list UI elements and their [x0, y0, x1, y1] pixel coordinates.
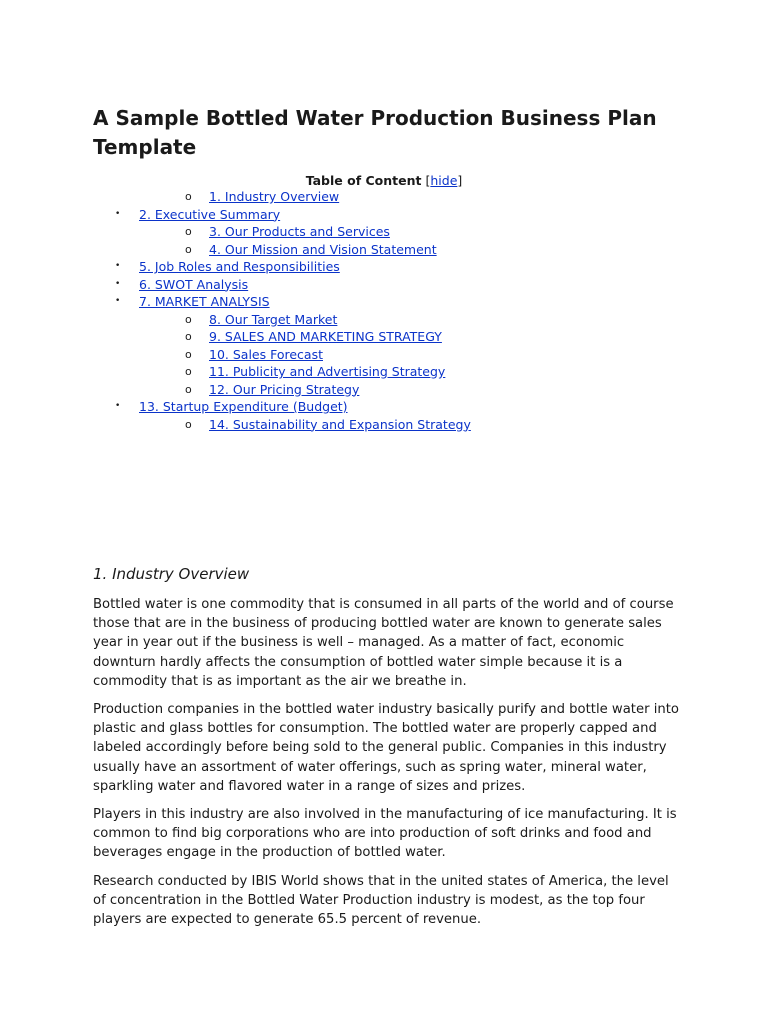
- toc-link-industry-overview[interactable]: 1. Industry Overview: [209, 189, 340, 204]
- section-body: [93, 595, 679, 938]
- toc-bracket-open: [: [425, 173, 431, 188]
- paragraph: Production companies in the bottled water industry basically purify and bottle water into plastic and glass bottles for consumption. The bottled water are properly capped and labeled accordingly before being sold to the general public. Companies in this industry usually have an assortment of water offerings, such as spring water, mineral water, sparkling water and flavored water in a range of sizes and prizes.: [93, 702, 679, 794]
- bullet-hollow-icon: o: [185, 365, 192, 378]
- bullet-hollow-icon: o: [185, 382, 192, 396]
- toc-item: [0, 276, 768, 294]
- toc-link-target-market[interactable]: 8. Our Target Market: [209, 311, 338, 327]
- toc-hide-link[interactable]: hide: [430, 173, 458, 188]
- toc-item: [0, 188, 768, 206]
- bullet-hollow-icon: o: [185, 330, 192, 343]
- toc-item: [0, 223, 768, 241]
- bullet-filled-icon: •: [115, 296, 121, 306]
- bullet-filled-icon: •: [115, 278, 121, 289]
- toc-item: [0, 398, 768, 416]
- toc-item: [0, 363, 768, 381]
- toc-label: Table of Content: [305, 173, 422, 188]
- bullet-hollow-icon: o: [185, 312, 192, 326]
- paragraph: Research conducted by IBIS World shows that in the united states of America, the level of concentration in the Bottled Water Production industry is modest, as the top four players are expected to generate 65.5 percent of revenue.: [93, 873, 669, 928]
- bullet-filled-icon: •: [115, 208, 121, 219]
- toc-link-publicity-advertising[interactable]: 11. Publicity and Advertising Strategy: [209, 364, 446, 379]
- toc-link-products-services[interactable]: 3. Our Products and Services: [209, 224, 390, 239]
- bullet-hollow-icon: o: [185, 225, 192, 238]
- toc-item: [0, 416, 768, 434]
- toc-item: [0, 346, 768, 364]
- section-heading: 1. Industry Overview: [93, 565, 250, 583]
- toc-item: [0, 241, 768, 259]
- toc-link-mission-vision[interactable]: 4. Our Mission and Vision Statement: [209, 241, 437, 257]
- toc-link-market-analysis[interactable]: 7. MARKET ANALYSIS: [139, 294, 270, 309]
- toc-link-sustainability-expansion[interactable]: 14. Sustainability and Expansion Strategy: [209, 416, 471, 432]
- toc-item: [0, 381, 768, 399]
- bullet-hollow-icon: o: [185, 417, 192, 431]
- toc-item: [0, 293, 768, 311]
- toc-list: [0, 188, 768, 433]
- toc-item: [0, 311, 768, 329]
- toc-link-swot-analysis[interactable]: 6. SWOT Analysis: [139, 276, 249, 292]
- toc-item: [0, 258, 768, 276]
- bullet-hollow-icon: o: [185, 242, 192, 256]
- toc-link-job-roles[interactable]: 5. Job Roles and Responsibilities: [139, 259, 340, 274]
- bullet-filled-icon: •: [115, 261, 121, 271]
- toc-bracket-close: ]: [457, 173, 463, 188]
- bullet-hollow-icon: o: [185, 190, 192, 203]
- toc-item: [0, 328, 768, 346]
- paragraph: Players in this industry are also involved in the manufacturing of ice manufacturing. It is common to find big corporations who are into production of soft drinks and food and beverages engage in the production of bottled water.: [93, 807, 677, 861]
- toc-link-executive-summary[interactable]: 2. Executive Summary: [139, 206, 281, 222]
- toc-link-sales-forecast[interactable]: 10. Sales Forecast: [209, 346, 323, 362]
- toc-item: [0, 206, 768, 224]
- bullet-hollow-icon: o: [185, 347, 192, 361]
- toc-link-startup-expenditure[interactable]: 13. Startup Expenditure (Budget): [139, 399, 348, 414]
- toc-link-sales-marketing[interactable]: 9. SALES AND MARKETING STRATEGY: [209, 329, 442, 344]
- bullet-filled-icon: •: [115, 401, 121, 411]
- toc-link-pricing-strategy[interactable]: 12. Our Pricing Strategy: [209, 381, 360, 397]
- paragraph: Bottled water is one commodity that is consumed in all parts of the world and of course those that are in the business of producing bottled water are known to generate sales year in year out if the business is well – managed. As a matter of fact, economic downturn hardly affects the consumption of bottled water simple because it is a commodity that is as important as the air we breathe in.: [93, 597, 674, 689]
- document-title: A Sample Bottled Water Production Business Plan Template: [93, 106, 657, 159]
